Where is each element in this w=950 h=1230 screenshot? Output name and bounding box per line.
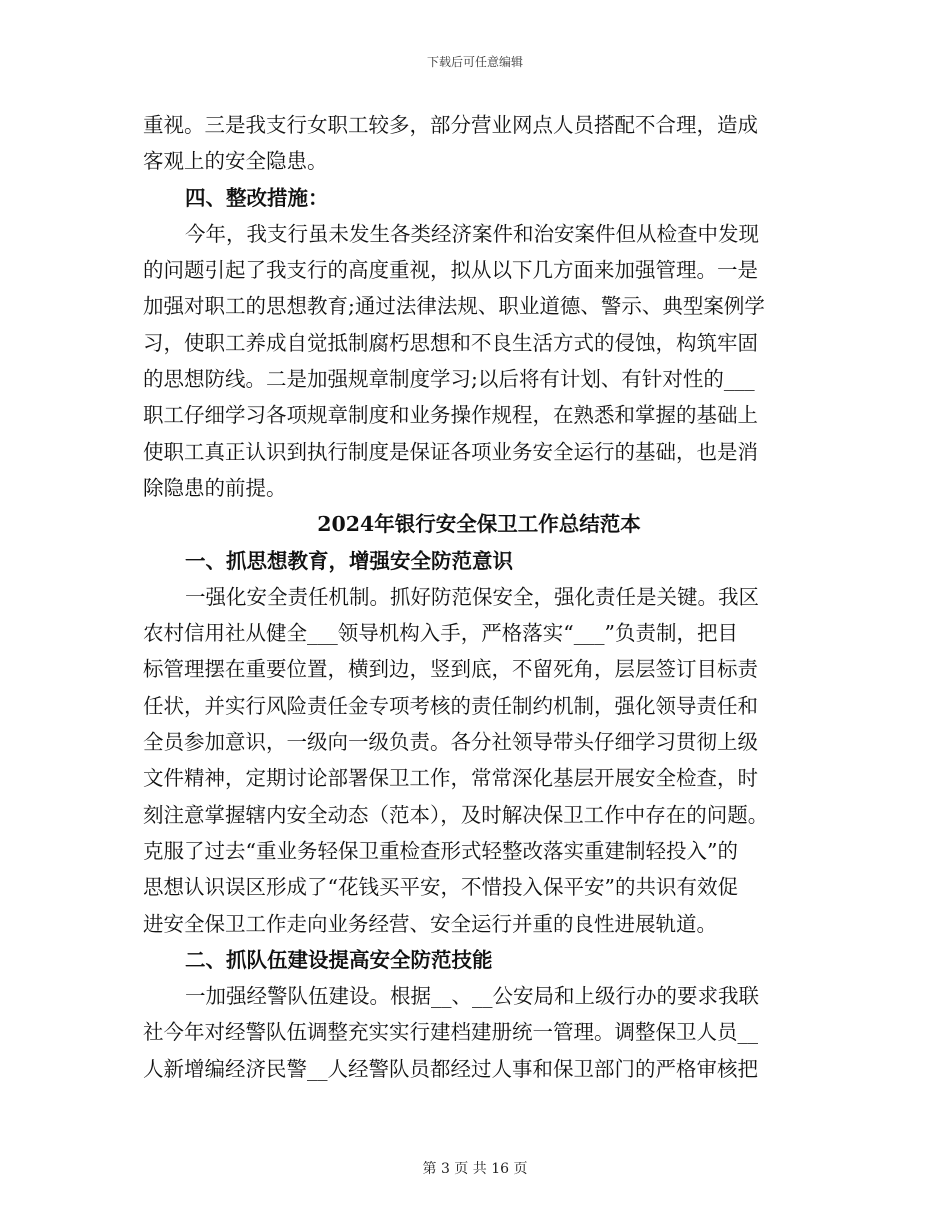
document-body	[143, 107, 815, 1087]
page-header: 下载后可任意编辑	[426, 55, 523, 69]
body-text-line: 的思想防线。二是加强规章制度学习;以后将有计划、有针对性的___	[143, 367, 755, 392]
body-text-line: 标管理摆在重要位置，横到边，竖到底，不留死角，层层签订目标责	[143, 657, 758, 682]
section-heading: 二、抓队伍建设提高安全防范技能	[185, 947, 493, 972]
body-text-line: 习，使职工养成自觉抵制腐朽思想和不良生活方式的侵蚀，构筑牢固	[143, 330, 758, 355]
body-text-line: 社今年对经警队伍调整充实实行建档建册统一管理。调整保卫人员__	[143, 1020, 758, 1045]
body-text-line: 全员参加意识，一级向一级负责。各分社领导带头仔细学习贯彻上级	[143, 730, 758, 755]
body-text-line: 进安全保卫工作走向业务经营、安全运行并重的良性进展轨道。	[143, 911, 717, 936]
body-text-line: 职工仔细学习各项规章制度和业务操作规程，在熟悉和掌握的基础上	[143, 403, 758, 428]
section-title: 2024年银行安全保卫工作总结范本	[317, 512, 641, 537]
body-text-line: 今年，我支行虽未发生各类经济案件和治安案件但从检查中发现	[185, 221, 759, 246]
section-heading: 一、抓思想教育，增强安全防范意识	[185, 548, 513, 573]
section-heading: 四、整改措施：	[185, 185, 329, 210]
body-text-line: 重视。三是我支行女职工较多，部分营业网点人员搭配不合理，造成	[143, 113, 758, 137]
body-text-line: 任状，并实行风险责任金专项考核的责任制约机制，强化领导责任和	[143, 693, 758, 718]
body-text-line: 除隐患的前提。	[143, 475, 287, 500]
body-text-line: 加强对职工的思想教育;通过法律法规、职业道德、警示、典型案例学	[143, 294, 765, 319]
body-text-line: 的问题引起了我支行的高度重视，拟从以下几方面来加强管理。一是	[143, 258, 758, 283]
body-text-line: 一强化安全责任机制。抓好防范保安全，强化责任是关键。我区	[185, 584, 759, 609]
body-text-line: 文件精神，定期讨论部署保卫工作，常常深化基层开展安全检查，时	[143, 766, 758, 791]
body-text-line: 人新增编经济民警__人经警队员都经过人事和保卫部门的严格审核把	[143, 1056, 758, 1081]
body-text-line: 客观上的安全隐患。	[143, 149, 328, 174]
body-text-line: 思想认识误区形成了“花钱买平安，不惜投入保平安”的共识有效促	[143, 875, 738, 900]
page-number: 第 3 页 共 16 页	[422, 1161, 528, 1177]
body-text-line: 一加强经警队伍建设。根据__、__公安局和上级行办的要求我联	[185, 984, 759, 1009]
body-text-line: 刻注意掌握辖内安全动态（范本），及时解决保卫工作中存在的问题。	[143, 802, 769, 827]
body-text-line: 使职工真正认识到执行制度是保证各项业务安全运行的基础，也是消	[143, 439, 758, 464]
body-text-line: 克服了过去“重业务轻保卫重检查形式轻整改落实重建制轻投入”的	[143, 838, 738, 863]
body-text-line: 农村信用社从健全___领导机构入手，严格落实“___”负责制，把目	[143, 621, 738, 646]
